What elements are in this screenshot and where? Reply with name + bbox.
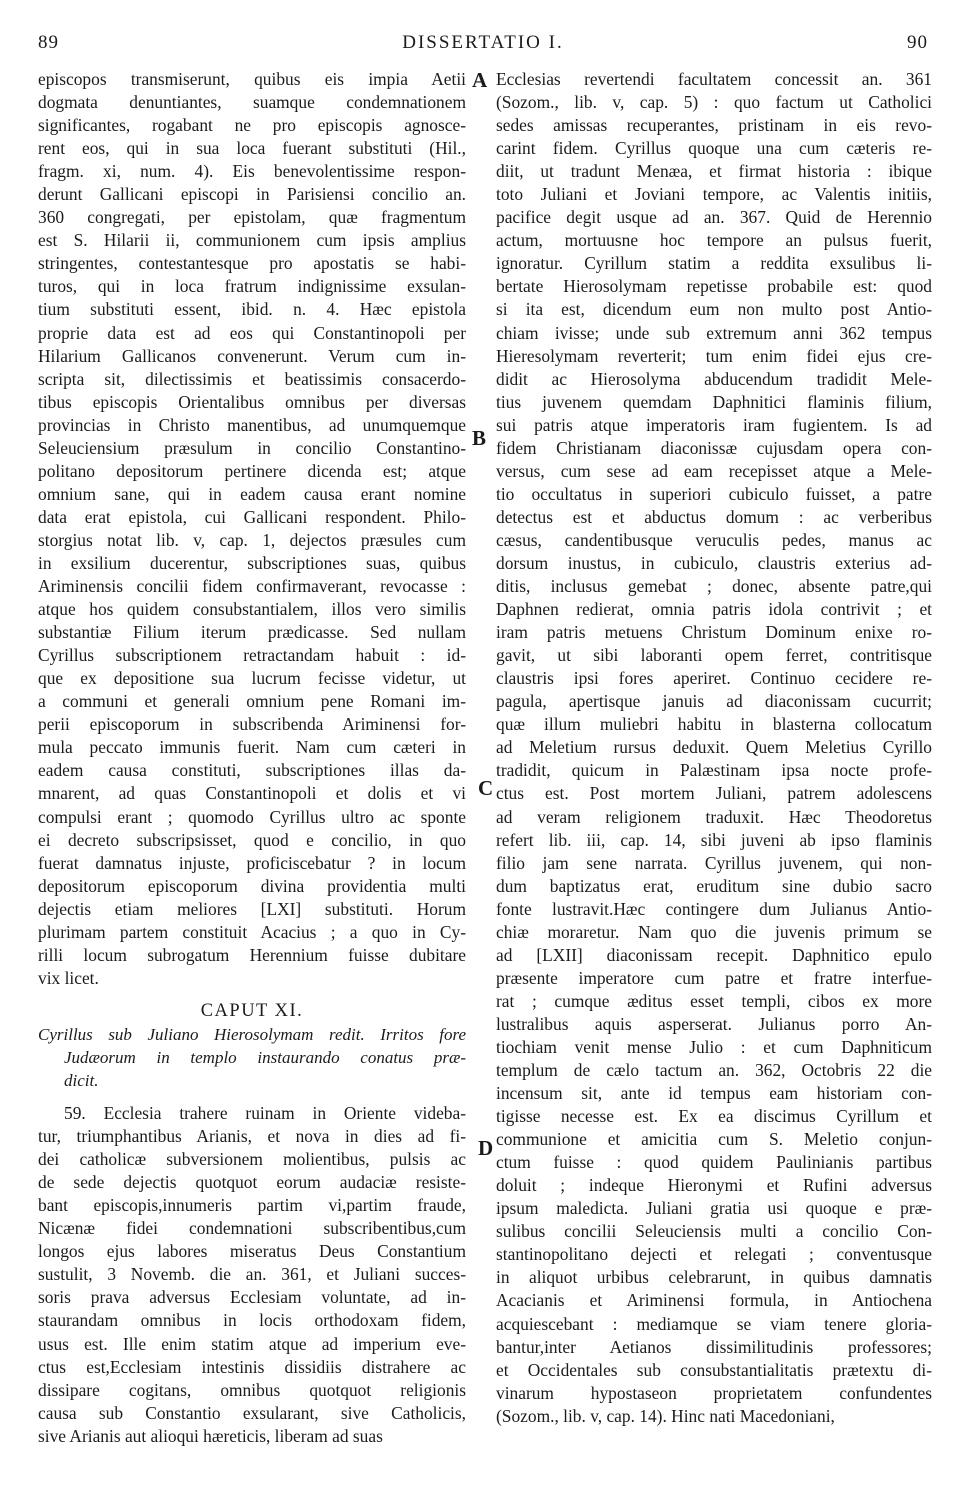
text-line: Daphnen redierat, omnia patris idola contrivit ; et <box>496 599 932 620</box>
text-line: usus est. Ille enim statim atque ad imperium eve- <box>38 1333 466 1354</box>
text-line: dissipare cogitans, omnibus quotquot religionis <box>38 1379 466 1400</box>
text-line: lustralibus aquis asperserat. Julianus porro An- <box>496 1013 932 1034</box>
text-line: ipsum maledicta. Juliani gratia usi quoque e præ- <box>496 1198 932 1219</box>
text-line: ctum fuisse : quod quidem Paulinianis partibus <box>496 1152 932 1173</box>
text-line: ad Meletium rursus deduxit. Quem Meletius Cyrillo <box>496 737 932 758</box>
text-line: politano depositorum pertinere dicenda est; atque <box>38 460 466 481</box>
text-line: tio occultatus in superiori cubiculo fuisset, a patre <box>496 483 932 504</box>
text-line: pagula, apertisque januis ad diaconissam cucurrit; <box>496 691 932 712</box>
text-line: sulibus concilii Seleuciensis multi a concilio Con- <box>496 1221 932 1242</box>
text-line: præsente imperatore cum patre et fratre interfue- <box>496 967 932 988</box>
chapter-summary <box>38 1023 466 1092</box>
margin-marker-a: A <box>472 68 488 92</box>
summary-line: Cyrillus sub Juliano Hierosolymam redit. Irritos fore <box>38 1024 466 1044</box>
summary-line: dicit. <box>64 1071 99 1091</box>
text-line: ctus est. Post mortem Juliani, patrem adolescens <box>496 783 932 804</box>
text-line: (Sozom., lib. v, cap. 5) : quo factum ut Catholici <box>496 92 932 113</box>
text-line: iram patris metuens Christum Dominum enixe ro- <box>496 622 932 643</box>
text-line: acquiescebant : mediamque se viam tenere gloria- <box>496 1313 932 1334</box>
text-line: proprie data est ad eos qui Constantinopoli per <box>38 322 466 343</box>
right-column-text <box>496 68 932 1428</box>
text-line: derunt Gallicani episcopi in Parisiensi concilio an. <box>38 184 466 205</box>
text-line: sui patris atque imperatoris iram fugientem. Is ad <box>496 414 932 435</box>
spacer <box>38 990 466 1000</box>
text-line: dei catholicæ subversionem molientibus, pulsis ac <box>38 1149 466 1170</box>
text-line: fidem Christianam diaconissæ cujusdam opera con- <box>496 437 932 458</box>
text-line: episcopos transmiserunt, quibus eis impia Aetii <box>38 69 466 89</box>
text-line: staurandam omnibus in locis orthodoxam fidem, <box>38 1310 466 1331</box>
text-line: ctus est,Ecclesiam intestinis dissidiis distrahere ac <box>38 1356 466 1377</box>
text-line: sive Arianis aut alioqui hæreticis, liberam ad suas <box>38 1425 383 1446</box>
text-line: sustulit, 3 Novemb. die an. 361, et Juliani succes- <box>38 1264 466 1285</box>
text-line: carint fidem. Cyrillus quoque una cum cæteris re- <box>496 138 932 159</box>
text-line: dejectis etiam meliores [LXI] substituti. Horum <box>38 898 466 919</box>
text-line: gavit, ut sibi laboranti opem ferret, contritisque <box>496 645 932 666</box>
chapter-title: CAPUT XI. <box>200 1000 304 1021</box>
text-line: ditis, inclusus gemebat ; donec, absente patre,qui <box>496 576 932 597</box>
text-line: sedes amissas recuperantes, pristinam in eis revo- <box>496 115 932 136</box>
text-line: dogmata denuntiantes, suamque condemnationem <box>38 92 466 113</box>
text-line: tibus episcopis Orientalibus omnibus per diversas <box>38 391 466 412</box>
text-line: in aliquot urbibus celebrarunt, in quibus damnatis <box>496 1267 932 1288</box>
text-line: refert lib. iii, cap. 14, sibi juveni ab ipso flaminis <box>496 829 932 850</box>
text-line: Hilarium Gallicanos convenerunt. Verum cum in- <box>38 345 466 366</box>
text-line: bant episcopis,innumeris partim vi,partim fraude, <box>38 1195 466 1216</box>
page-number-left: 89 <box>38 32 59 53</box>
text-line: Cyrillus subscriptionem retractandam habuit : id- <box>38 645 466 666</box>
text-line: tradidit, quicum in Palæstinam ipsa nocte profe- <box>496 760 932 781</box>
text-line: ignoratur. Cyrillum statim a reddita exsulibus li- <box>496 253 932 274</box>
text-line: longos ejus labores miseratus Deus Constantium <box>38 1241 466 1262</box>
text-line: fragm. xi, num. 4). Eis benevolentissime respon- <box>38 161 466 182</box>
text-line: 360 congregati, per epistolam, quæ fragmentum <box>38 207 466 228</box>
text-line: stantinopolitano dejecti et relegati ; conventusque <box>496 1244 932 1265</box>
text-line: versus, cum sese ad eam recepisset atque a Mele- <box>496 460 932 481</box>
text-line: dorsum inustus, in cubiculo, claustris exterius ad- <box>496 552 932 573</box>
page-header <box>38 32 928 62</box>
text-line: rilli locum subrogatum Herennium fuisse dubitare <box>38 944 466 965</box>
text-line: rent eos, qui in sua loca fuerant substituti (Hil., <box>38 138 466 159</box>
text-line: actum, mortuusne hoc tempore an pulsus fuerit, <box>496 230 932 251</box>
text-line: ad [LXII] diaconissam recepit. Daphnitico epulo <box>496 944 932 965</box>
text-line: mula peccato immunis fuerit. Nam cum cæteri in <box>38 737 466 758</box>
text-line: Hieresolymam reverterit; tum enim fidei ejus cre- <box>496 345 932 366</box>
text-line: Seleuciensium præsulum in concilio Constantino- <box>38 437 466 458</box>
text-line: scripta sit, dilectissimis et beatissimis consacerdo- <box>38 368 466 389</box>
text-line: (Sozom., lib. v, cap. 14). Hinc nati Macedoniani, <box>496 1405 835 1426</box>
text-line: que ex depositione sua lucrum fecisse videtur, ut <box>38 668 466 689</box>
text-line: communione et amicitia cum S. Meletio conjun- <box>496 1129 932 1150</box>
text-line: fuerat damnatus injuste, proficiscebatur ? in locum <box>38 852 466 873</box>
text-line: Acacianis et Ariminensi formula, in Antiochena <box>496 1290 932 1311</box>
text-line: chiam ivisse; unde sub extremum anni 362 tempus <box>496 322 932 343</box>
text-line: turos, qui in loca fratrum indignissime exsulan- <box>38 276 466 297</box>
text-line: et Occidentales sub consubstantialitatis prætextu di- <box>496 1359 932 1380</box>
margin-marker-c: C <box>478 776 494 800</box>
text-line: ad veram religionem traduxit. Hæc Theodoretus <box>496 806 932 827</box>
text-line: stringentes, contestantesque pro apostatis se habi- <box>38 253 466 274</box>
running-title: DISSERTATIO I. <box>402 32 564 53</box>
text-line: rat ; cumque æditus esset templi, cibos ex more <box>496 990 932 1011</box>
text-line: claustris ipsi fores aperiret. Continuo cecidere re- <box>496 668 932 689</box>
text-line: vix licet. <box>38 967 99 988</box>
text-line: plurimam partem constituit Acacius ; a quo in Cy- <box>38 921 466 942</box>
text-line: est S. Hilarii ii, communionem cum ipsis amplius <box>38 230 466 251</box>
text-line: provincias in Christo manentibus, ad unumquemque <box>38 414 466 435</box>
left-column-text-after <box>38 1102 466 1448</box>
text-line: causa sub Constantio exsularant, sive Catholicis, <box>38 1402 466 1423</box>
text-line: mnarent, ad quas Constantinopoli et dolis et vi <box>38 783 466 804</box>
text-line: compulsi erant ; quomodo Cyrillus ultro ac sponte <box>38 806 466 827</box>
text-line: a communi et generali omnium pene Romani im- <box>38 691 466 712</box>
margin-marker-b: B <box>472 426 487 450</box>
text-line: 59. Ecclesia trahere ruinam in Oriente videba- <box>64 1103 466 1124</box>
summary-line: Judæorum in templo instaurando conatus præ- <box>64 1047 466 1067</box>
text-line: incensum sit, ante id tempus eam historiam con- <box>496 1083 932 1104</box>
text-line: cæsus, candentibusque veruculis pedes, manus ac <box>496 529 932 550</box>
text-line: in exsilium ducerentur, subscriptiones suas, quibus <box>38 552 466 573</box>
text-line: omnium sane, qui in eadem causa erant nomine <box>38 483 466 504</box>
text-line: dum baptizatus erat, eruditum sine dubio sacro <box>496 875 932 896</box>
text-line: fonte lustravit.Hæc contingere dum Julianus Antio- <box>496 898 932 919</box>
text-line: de sede dejectis quotquot eorum audaciæ resiste- <box>38 1172 466 1193</box>
text-line: filio jam sene narrata. Cyrillus juvenem, qui non- <box>496 852 932 873</box>
text-line: vinarum hypostaseon proprietatem confundentes <box>496 1382 932 1403</box>
text-line: tigisse necesse est. Ex ea discimus Cyrillum et <box>496 1106 932 1127</box>
text-line: chiæ moraretur. Nam quo die juvenis primum se <box>496 921 932 942</box>
text-line: atque hos quidem consubstantialem, illos vero similis <box>38 599 466 620</box>
left-column <box>38 68 466 1448</box>
text-line: toto Juliani et Joviani tempore, ac Valentis initiis, <box>496 184 932 205</box>
text-line: quæ illum muliebri habitu in blasterna collocatum <box>496 714 932 735</box>
text-line: substantiæ Filium iterum prædicasse. Sed nullam <box>38 622 466 643</box>
text-line: significantes, rogabant ne pro episcopis agnosce- <box>38 115 466 136</box>
text-line: tiochiam venit mense Julio : et cum Daphniticum <box>496 1036 932 1057</box>
spacer <box>38 1092 466 1102</box>
text-line: depositorum episcoporum divina providentia multi <box>38 875 466 896</box>
text-line: ei decreto subscripsisset, quod e concilio, in quo <box>38 829 466 850</box>
page-number-right: 90 <box>907 32 928 53</box>
text-line: eadem causa constituti, subscriptiones illas da- <box>38 760 466 781</box>
text-line: soris prava adversus Ecclesiam voluntate, ad in- <box>38 1287 466 1308</box>
text-line: tur, triumphantibus Arianis, et nova in dies ad fi- <box>38 1126 466 1147</box>
margin-marker-d: D <box>478 1136 494 1160</box>
text-line: pacifice degit usque ad an. 367. Quid de Herennio <box>496 207 932 228</box>
text-line: tium substituti essent, ibid. n. 4. Hæc epistola <box>38 299 466 320</box>
left-column-text-before <box>38 68 466 990</box>
text-line: detectus est et abductus domum : ac verberibus <box>496 506 932 527</box>
text-line: Ecclesias revertendi facultatem concessit an. 361 <box>496 69 932 89</box>
text-line: tius juvenem quemdam Daphnitici flaminis filium, <box>496 391 932 412</box>
text-line: si ita est, dicendum eum non multo post Antio- <box>496 299 932 320</box>
text-line: didit ac Hierosolyma abducendum tradidit Mele- <box>496 368 932 389</box>
text-line: bantur,inter Aetianos dissimilitudinis professores; <box>496 1336 932 1357</box>
text-line: storgius notat lib. v, cap. 1, dejectos præsules cum <box>38 529 466 550</box>
text-line: Ariminensis concilii fidem confirmaverant, revocasse : <box>38 576 466 597</box>
text-line: templum de cælo tactum an. 362, Octobris 22 die <box>496 1060 932 1081</box>
text-line: bertate Hierosolymam repetisse probabile est: quod <box>496 276 932 297</box>
text-line: doluit ; indeque Hieronymi et Rufini adversus <box>496 1175 932 1196</box>
text-line: data erat epistola, cui Gallicani respondent. Philo- <box>38 506 466 527</box>
text-line: perii episcoporum in subscribenda Ariminensi for- <box>38 714 466 735</box>
text-line: diit, ut tradunt Menæa, et firmat historia : ibique <box>496 161 932 182</box>
right-column <box>496 68 932 1428</box>
text-line: Nicænæ fidei condemnationi subscribentibus,cum <box>38 1218 466 1239</box>
